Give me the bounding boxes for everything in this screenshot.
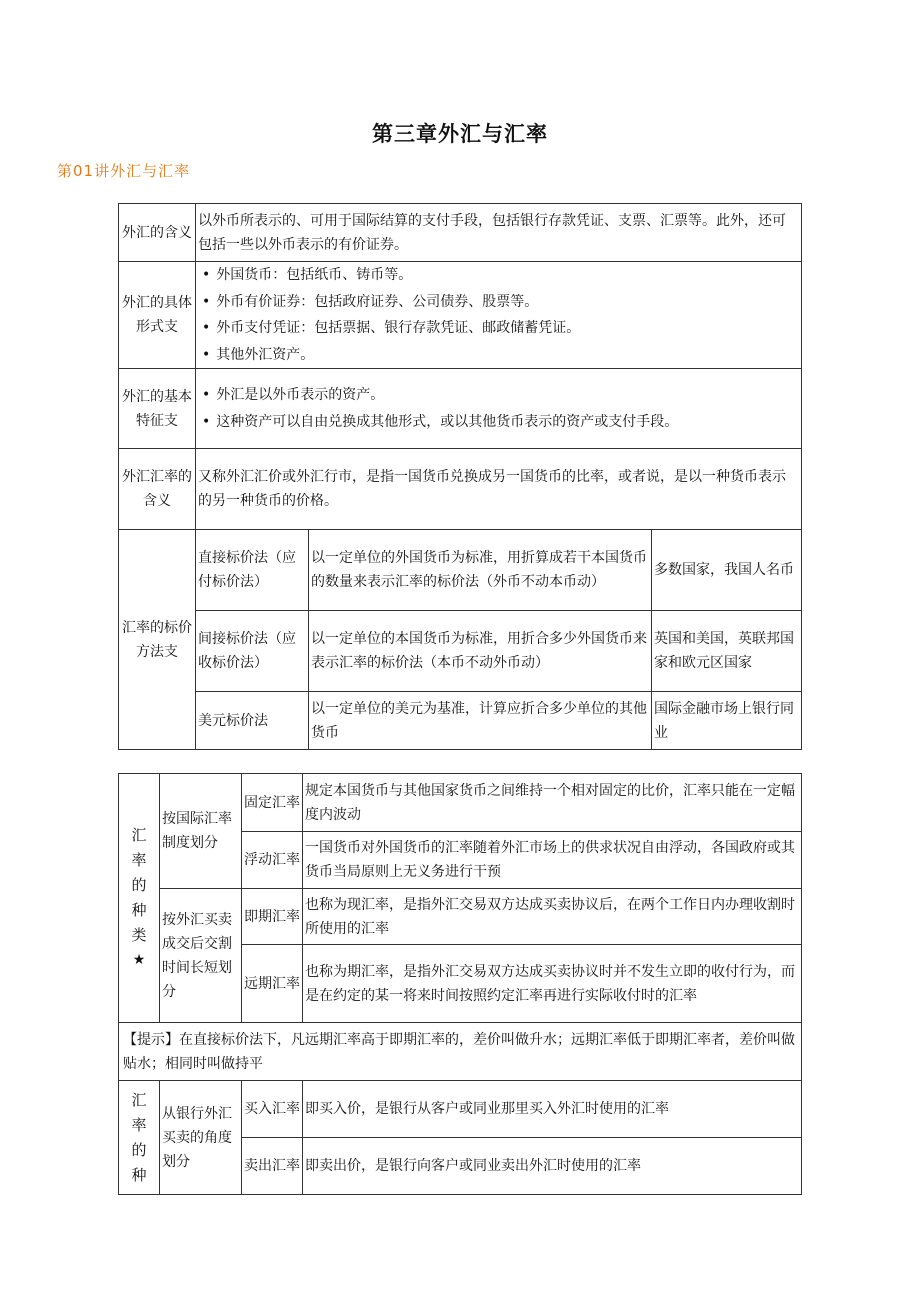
forms-item: • 其他外汇资产。: [198, 342, 799, 369]
type-desc: 即卖出价，是银行向客户或同业卖出外汇时使用的汇率: [303, 1138, 802, 1195]
kind-char: 的: [131, 1140, 147, 1159]
quote-name: 美元标价法: [196, 692, 309, 750]
type-desc: 即买入价，是银行从客户或同业那里买入外汇时使用的汇率: [303, 1081, 802, 1138]
quote-users: 英国和美国，英联邦国家和欧元区国家: [652, 611, 802, 692]
rate-text: 又称外汇汇价或外汇行市，是指一国货币兑换成另一国货币的比率，或者说，是以一种货币表示的另一种货币的价格。: [196, 449, 802, 530]
kind-char: 率: [131, 851, 147, 869]
def-label: 外汇的含义: [119, 204, 196, 262]
quote-desc: 以一定单位的本国货币为标准，用折合多少外国货币来表示汇率的标价法（本币不动外币动）: [309, 611, 652, 692]
kind-char: 汇: [131, 826, 147, 844]
kind-char: 率: [131, 1115, 147, 1134]
features-label: 外汇的基本特征支: [119, 369, 196, 449]
kind-char: 种: [131, 1165, 147, 1184]
basis-label: 按外汇买卖成交后交割时间长短划分: [160, 889, 242, 1023]
type-desc: 一国货币对外国货币的汇率随着外汇市场上的供求状况自由浮动，各国政府或其货币当局原则上无义务进行干预: [303, 832, 802, 889]
features-item: • 这种资产可以自由兑换成其他形式，或以其他货币表示的资产或支付手段。: [198, 409, 799, 436]
type-desc: 规定本国货币与其他国家货币之间维持一个相对固定的比价，汇率只能在一定幅度内波动: [303, 774, 802, 832]
type-name: 卖出汇率: [242, 1138, 303, 1195]
kind-char: 汇: [131, 1090, 147, 1109]
section-heading: 第01讲外汇与汇率: [57, 162, 191, 180]
quote-label: 汇率的标价方法支: [119, 530, 196, 750]
type-name: 买入汇率: [242, 1081, 303, 1138]
type-desc: 也称为现汇率，是指外汇交易双方达成买卖协议后，在两个工作日内办理收割时所使用的汇率: [303, 889, 802, 945]
quote-desc: 以一定单位的美元为基准，计算应折合多少单位的其他货币: [309, 692, 652, 750]
forms-item: • 外币支付凭证：包括票据、银行存款凭证、邮政储蓄凭证。: [198, 315, 799, 342]
forms-cell: [196, 262, 802, 369]
type-desc: 也称为期汇率，是指外汇交易双方达成买卖协议时并不发生立即的收付行为，而是在约定的某一将来时间按照约定汇率再进行实际收付时的汇率: [303, 945, 802, 1023]
forms-item: • 外币有价证券：包括政府证券、公司债券、股票等。: [198, 289, 799, 316]
type-name: 远期汇率: [242, 945, 303, 1023]
quote-users: 国际金融市场上银行同业: [652, 692, 802, 750]
features-cell: [196, 369, 802, 449]
quote-name: 直接标价法（应付标价法）: [196, 530, 309, 611]
kind-label: [119, 774, 160, 1023]
star-icon: ★: [132, 952, 146, 968]
basis-label: 从银行外汇买卖的角度划分: [160, 1081, 242, 1195]
type-name: 即期汇率: [242, 889, 303, 945]
forex-definition-table: [118, 203, 802, 750]
tip-note: 【提示】在直接标价法下，凡远期汇率高于即期汇率的，差价叫做升水；远期汇率低于即期汇率者，差价叫做贴水；相同时叫做持平: [119, 1023, 802, 1081]
type-name: 固定汇率: [242, 774, 303, 832]
kind-char: 种: [131, 901, 147, 919]
rate-label: 外汇汇率的含义: [119, 449, 196, 530]
quote-name: 间接标价法（应收标价法）: [196, 611, 309, 692]
kind2-label: [119, 1081, 160, 1195]
quote-users: 多数国家，我国人名币: [652, 530, 802, 611]
kind-char: 的: [131, 876, 147, 894]
def-text: 以外币所表示的、可用于国际结算的支付手段，包括银行存款凭证、支票、汇票等。此外，还可包括一些以外币表示的有价证券。: [196, 204, 802, 262]
forms-label: 外汇的具体形式支: [119, 262, 196, 369]
basis-label: 按国际汇率制度划分: [160, 774, 242, 889]
kind-char: 类: [131, 926, 147, 944]
features-item: • 外汇是以外币表示的资产。: [198, 382, 799, 409]
forms-item: • 外国货币：包括纸币、铸币等。: [198, 262, 799, 289]
page-title: 第三章外汇与汇率: [372, 122, 548, 146]
rate-types-table: [118, 773, 802, 1195]
quote-desc: 以一定单位的外国货币为标准，用折算成若干本国货币的数量来表示汇率的标价法（外币不动本币动）: [309, 530, 652, 611]
type-name: 浮动汇率: [242, 832, 303, 889]
